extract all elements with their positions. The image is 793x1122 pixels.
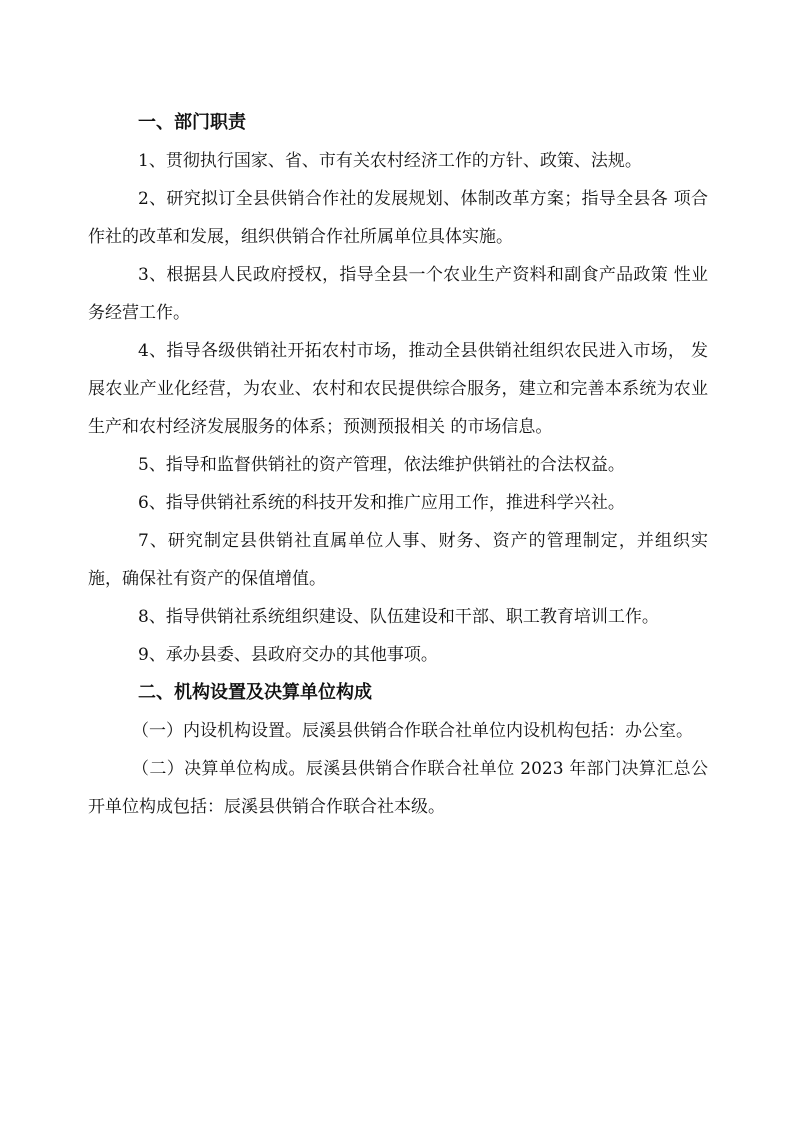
duty-item-6: 6、指导供销社系统的科技开发和推广应用工作，推进科学兴社。 — [138, 493, 625, 513]
section-heading-organization: 二、机构设置及决算单位构成 — [138, 682, 372, 703]
section-heading-department-duties: 一、部门职责 — [138, 112, 246, 133]
duty-item-3: 3、根据县人民政府授权，指导全县一个农业生产资料和副食产品政策 性业务经营工作。 — [88, 265, 708, 323]
organization-internal-structure: （一）内设机构设置。辰溪县供销合作联合社单位内设机构包括：办公室。 — [132, 721, 693, 741]
duty-item-8: 8、指导供销社系统组织建设、队伍建设和干部、职工教育培训工作。 — [138, 607, 659, 627]
duty-item-1: 1、贯彻执行国家、省、市有关农村经济工作的方针、政策、法规。 — [138, 151, 642, 171]
duty-item-2: 2、研究拟订全县供销合作社的发展规划、体制改革方案；指导全县各 项合作社的改革和发展，组织供销合作社所属单位具体实施。 — [88, 189, 708, 247]
duty-item-9: 9、承办县委、县政府交办的其他事项。 — [138, 645, 438, 665]
document-body — [88, 104, 708, 826]
duty-item-7: 7、研究制定县供销社直属单位人事、财务、资产的管理制定，并组织实施，确保社有资产的保值增值。 — [88, 531, 708, 589]
duty-item-5: 5、指导和监督供销社的资产管理，依法维护供销社的合法权益。 — [138, 455, 625, 475]
duty-item-4: 4、指导各级供销社开拓农村市场，推动全县供销社组织农民进入市场， 发展农业产业化经营，为农业、农村和农民提供综合服务，建立和完善本系统为农业生产和农村经济发展服务的体系；预测预报相关 的市场信息。 — [88, 341, 708, 437]
organization-accounting-units: （二）决算单位构成。辰溪县供销合作联合社单位 2023 年部门决算汇总公开单位构成包括：辰溪县供销合作联合社本级。 — [88, 759, 708, 817]
